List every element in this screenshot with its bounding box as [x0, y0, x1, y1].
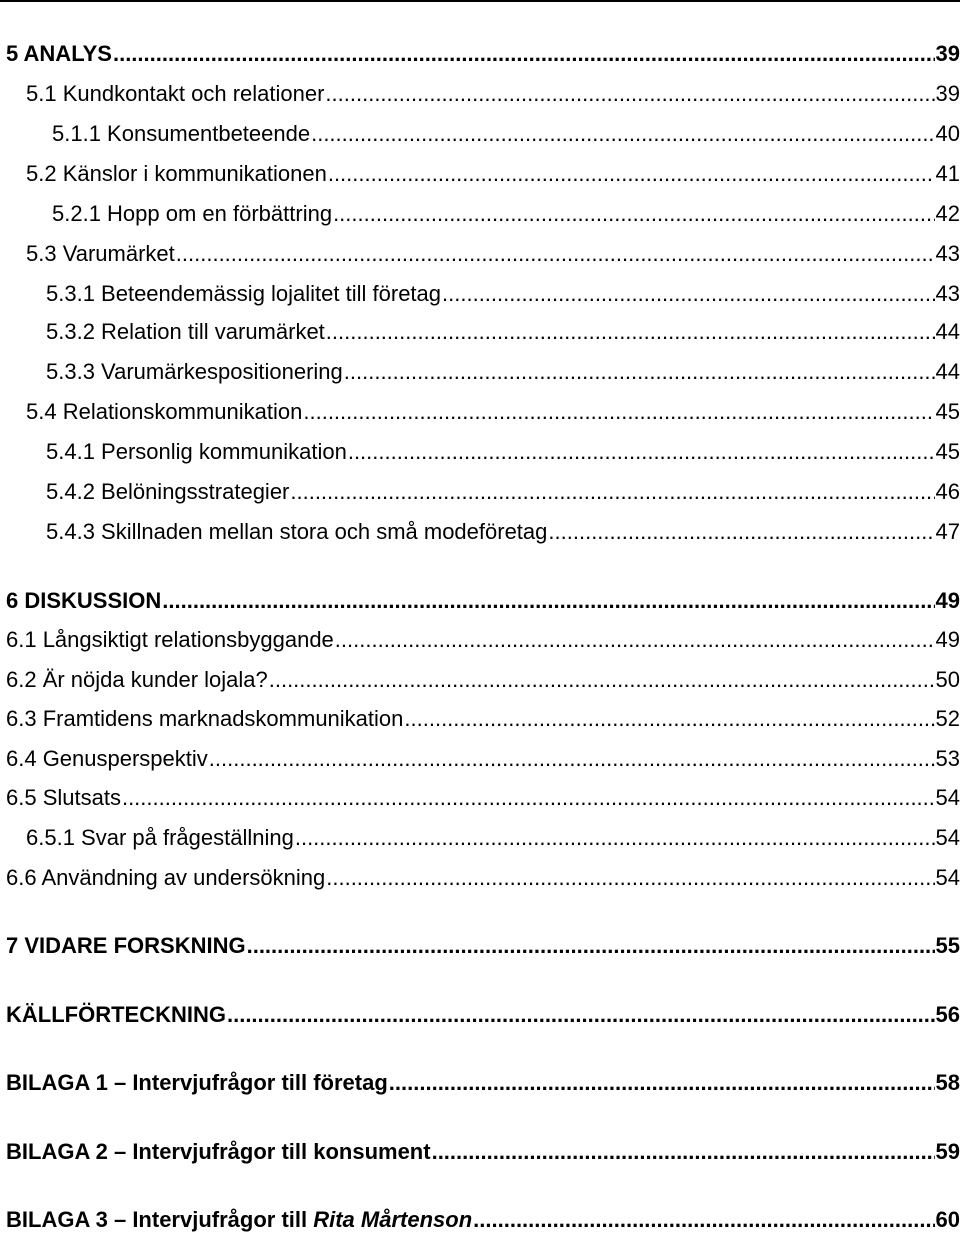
- toc-entry-5-2[interactable]: [0, 160, 960, 188]
- toc-entry-5-4-2[interactable]: [0, 478, 960, 506]
- toc-entry-5-4-3[interactable]: [0, 518, 960, 546]
- toc-leader: [473, 1206, 934, 1234]
- toc-leader: [311, 120, 934, 148]
- toc-page-number: 55: [935, 933, 960, 958]
- toc-page-number: 56: [935, 1002, 960, 1027]
- toc-entry-6-5-1[interactable]: [0, 824, 960, 852]
- toc-entry-bilaga-2[interactable]: [0, 1138, 960, 1166]
- toc-leader: [303, 398, 934, 426]
- toc-entry-kallforteckning[interactable]: [0, 1001, 960, 1029]
- toc-title: 6.5.1 Svar på frågeställning: [26, 825, 294, 850]
- toc-page-number: 40: [935, 121, 960, 146]
- toc-page-number: 49: [935, 588, 960, 613]
- toc-page-number: 60: [935, 1207, 960, 1232]
- toc-title: 5.3.3 Varumärkespositionering: [46, 359, 343, 384]
- toc-leader: [290, 478, 934, 506]
- toc-title: 5.4.3 Skillnaden mellan stora och små modeföretag: [46, 519, 548, 544]
- toc-entry-6-4[interactable]: [0, 745, 960, 773]
- toc-title: 5.4.1 Personlig kommunikation: [46, 439, 347, 464]
- toc-leader: [269, 666, 935, 694]
- toc-leader: [295, 824, 935, 852]
- toc-title: 5.4.2 Belöningsstrategier: [46, 479, 290, 504]
- toc-title: 5.2.1 Hopp om en förbättring: [52, 201, 333, 226]
- toc-page-number: 53: [935, 746, 960, 771]
- toc-page-number: 43: [935, 281, 960, 306]
- toc-leader: [326, 864, 934, 892]
- toc-leader: [328, 160, 935, 188]
- toc-title: 6.2 Är nöjda kunder lojala?: [6, 667, 268, 692]
- toc-entry-5[interactable]: [0, 40, 960, 68]
- toc-page-number: 44: [935, 359, 960, 384]
- toc-entry-6-3[interactable]: [0, 705, 960, 733]
- toc-title: KÄLLFÖRTECKNING: [6, 1002, 226, 1027]
- toc-title: 6.5 Slutsats: [6, 785, 121, 810]
- toc-leader: [113, 40, 935, 68]
- toc-title: 6.1 Långsiktigt relationsbyggande: [6, 627, 334, 652]
- toc-leader: [247, 932, 935, 960]
- toc-leader: [162, 587, 934, 615]
- toc-entry-5-4-1[interactable]: [0, 438, 960, 466]
- toc-entry-6-2[interactable]: [0, 666, 960, 694]
- toc-page-number: 59: [935, 1139, 960, 1164]
- toc-page-number: 54: [935, 825, 960, 850]
- toc-title: 7 VIDARE FORSKNING: [6, 933, 246, 958]
- toc-title: 6.6 Användning av undersökning: [6, 865, 326, 890]
- toc-page-number: 58: [935, 1070, 960, 1095]
- toc-entry-6[interactable]: [0, 587, 960, 615]
- toc-leader: [333, 200, 934, 228]
- toc-leader: [335, 626, 935, 654]
- toc-page-number: 54: [935, 865, 960, 890]
- toc-title: 5.1.1 Konsumentbeteende: [52, 121, 311, 146]
- toc-title: BILAGA 3 – Intervjufrågor till: [6, 1207, 314, 1232]
- toc-entry-5-3-3[interactable]: [0, 358, 960, 386]
- toc-entry-6-1[interactable]: [0, 626, 960, 654]
- toc-page-number: 46: [935, 479, 960, 504]
- toc-leader: [348, 438, 935, 466]
- toc-page-number: 45: [935, 399, 960, 424]
- toc-page-number: 52: [935, 706, 960, 731]
- toc-page-number: 41: [935, 161, 960, 186]
- toc-title-italic: Rita Mårtenson: [313, 1207, 473, 1232]
- toc-title: 5.2 Känslor i kommunikationen: [26, 161, 327, 186]
- toc-page-number: 39: [935, 41, 960, 66]
- toc-entry-5-3-1[interactable]: [0, 280, 960, 308]
- toc-entry-bilaga-1[interactable]: [0, 1069, 960, 1097]
- toc-title: 5 ANALYS: [6, 41, 112, 66]
- toc-entry-6-5[interactable]: [0, 784, 960, 812]
- toc-title: 5.4 Relationskommunikation: [26, 399, 303, 424]
- toc-leader: [389, 1069, 935, 1097]
- toc-page-number: 44: [935, 319, 960, 344]
- toc-entry-7[interactable]: [0, 932, 960, 960]
- toc-page-number: 50: [935, 667, 960, 692]
- toc-title: 6.3 Framtidens marknadskommunikation: [6, 706, 404, 731]
- toc-leader: [344, 358, 935, 386]
- toc-title: BILAGA 2 – Intervjufrågor till konsument: [6, 1139, 431, 1164]
- toc-page-number: 54: [935, 785, 960, 810]
- toc-entry-6-6[interactable]: [0, 864, 960, 892]
- toc-entry-5-1[interactable]: [0, 80, 960, 108]
- toc-title: 5.3 Varumärket: [26, 241, 175, 266]
- toc-entry-5-2-1[interactable]: [0, 200, 960, 228]
- toc-leader: [404, 705, 934, 733]
- toc-leader: [432, 1138, 935, 1166]
- toc-leader: [326, 318, 935, 346]
- toc-leader: [176, 240, 935, 268]
- toc-entry-5-3-2[interactable]: [0, 318, 960, 346]
- toc-entry-5-4[interactable]: [0, 398, 960, 426]
- toc-entry-bilaga-3[interactable]: [0, 1206, 960, 1234]
- toc-leader: [209, 745, 935, 773]
- toc-title-wrap: [6, 1206, 472, 1234]
- toc-page-number: 43: [935, 241, 960, 266]
- toc-title: 5.1 Kundkontakt och relationer: [26, 81, 325, 106]
- toc-leader: [122, 784, 935, 812]
- toc-leader: [548, 518, 934, 546]
- toc-page-number: 39: [935, 81, 960, 106]
- toc-page-number: 47: [935, 519, 960, 544]
- toc-leader: [227, 1001, 935, 1029]
- toc-entry-5-3[interactable]: [0, 240, 960, 268]
- toc-title: BILAGA 1 – Intervjufrågor till företag: [6, 1070, 388, 1095]
- toc-entry-5-1-1[interactable]: [0, 120, 960, 148]
- toc-page-number: 42: [935, 201, 960, 226]
- toc-leader: [442, 280, 935, 308]
- toc-title: 5.3.2 Relation till varumärket: [46, 319, 325, 344]
- toc-leader: [325, 80, 934, 108]
- toc-page-number: 49: [935, 627, 960, 652]
- toc-title: 5.3.1 Beteendemässig lojalitet till företag: [46, 281, 442, 306]
- toc-title: 6.4 Genusperspektiv: [6, 746, 208, 771]
- toc-page-number: 45: [935, 439, 960, 464]
- toc-title: 6 DISKUSSION: [6, 588, 162, 613]
